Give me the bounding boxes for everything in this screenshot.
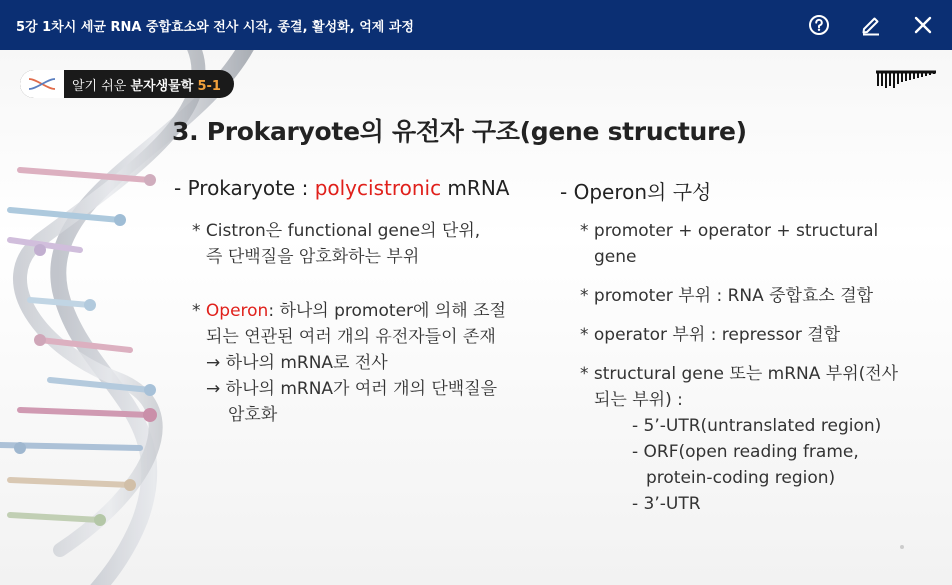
help-icon[interactable] — [804, 10, 834, 40]
operon-line-3: → 하나의 mRNA로 전사 — [206, 353, 388, 373]
slide-heading: 3. Prokaryote의 유전자 구조(gene structure) — [172, 117, 747, 146]
sub-5utr: - 5’-UTR(untranslated region) — [632, 416, 882, 436]
lecture-slide — [0, 50, 952, 585]
title-bar-actions — [804, 10, 938, 40]
window-title: 5강 1차시 세균 RNA 중합효소와 전사 시작, 종결, 활성화, 억제 과정 — [16, 19, 414, 35]
operon-line-1 — [192, 298, 506, 324]
course-prefix: 알기 쉬운 — [72, 78, 131, 94]
operon-line-2: 되는 연관된 여러 개의 유전자들이 존재 — [206, 327, 496, 347]
left-head-highlight: polycistronic — [314, 176, 442, 200]
left-column-heading — [174, 176, 509, 200]
title-bar — [0, 0, 952, 50]
close-icon[interactable] — [908, 10, 938, 40]
right-column-heading: - Operon의 구성 — [560, 180, 712, 204]
course-badge — [20, 70, 234, 98]
operon-line-4: → 하나의 mRNA가 여러 개의 단백질을 — [206, 379, 498, 399]
course-name: 분자생물학 — [130, 78, 194, 94]
promoter-description: * promoter 부위 : RNA 중합효소 결합 — [580, 286, 874, 306]
left-head-suffix: mRNA — [441, 176, 510, 200]
sub-orf-line-1: - ORF(open reading frame, — [632, 442, 859, 462]
operon-component-1-line-1: * promoter + operator + structural — [580, 221, 879, 241]
pencil-icon[interactable] — [856, 10, 886, 40]
course-logo-icon — [20, 70, 64, 98]
sub-3utr: - 3’-UTR — [632, 494, 701, 514]
course-title — [72, 75, 221, 94]
operon-line-5: 암호화 — [228, 405, 278, 425]
cistron-line-1: * Cistron은 functional gene의 단위, — [192, 221, 481, 241]
left-head-prefix: - Prokaryote : — [174, 176, 315, 200]
operator-description: * operator 부위 : repressor 결합 — [580, 325, 841, 345]
course-number: 5-1 — [197, 78, 221, 94]
structural-gene-line-2: 되는 부위) : — [594, 390, 683, 410]
corner-barcode-icon — [874, 66, 938, 90]
operon-component-1-line-2: gene — [594, 247, 637, 267]
slide-dot — [900, 545, 904, 549]
cistron-line-2: 즉 단백질을 암호화하는 부위 — [206, 247, 420, 267]
operon-definition: : 하나의 promoter에 의해 조절 — [268, 301, 506, 321]
structural-gene-line-1: * structural gene 또는 mRNA 부위(전사 — [580, 364, 899, 384]
sub-orf-line-2: protein-coding region) — [646, 468, 836, 488]
operon-term: Operon — [205, 301, 269, 321]
operon-bullet: * — [192, 301, 206, 321]
